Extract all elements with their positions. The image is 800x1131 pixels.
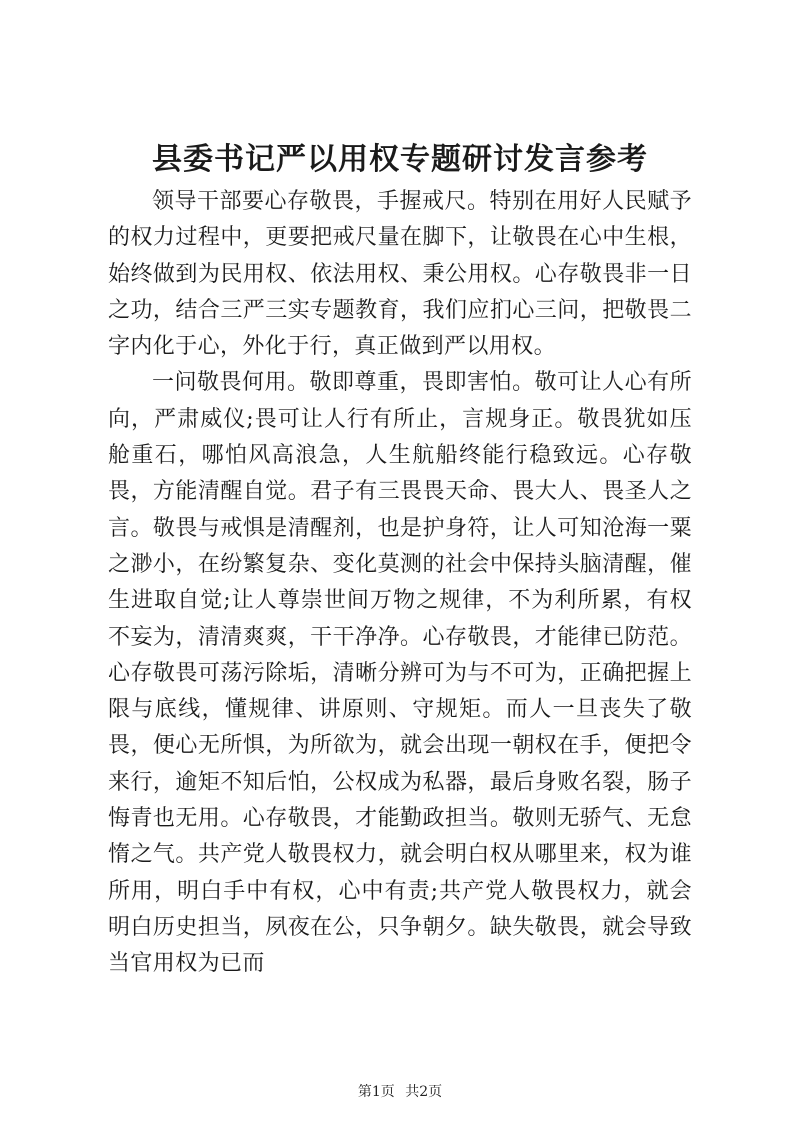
page-number: 第1页 [357, 1084, 395, 1100]
page-total: 共2页 [405, 1084, 443, 1100]
paragraph-first-question: 一问敬畏何用。敬即尊重，畏即害怕。敬可让人心有所向，严肃威仪;畏可让人行有所止，言规身正。敬畏犹如压舱重石，哪怕风高浪急，人生航船终能行稳致远。心存敬畏，方能清醒自觉。君子有三畏畏天命、畏大人、畏圣人之言。敬畏与戒惧是清醒剂，也是护身符，让人可知沧海一粟之渺小，在纷繁复杂、变化莫测的社会中保持头脑清醒，催生进取自觉;让人尊崇世间万物之规律，不为利所累，有权不妄为，清清爽爽，干干净净。心存敬畏，才能律已防范。心存敬畏可荡污除垢，清晰分辨可为与不可为，正确把握上限与底线，懂规律、讲原则、守规矩。而人一旦丧失了敬畏，便心无所惧，为所欲为，就会出现一朝权在手，便把令来行，逾矩不知后怕，公权成为私器，最后身败名裂，肠子悔青也无用。心存敬畏，才能勤政担当。敬则无骄气、无怠惰之气。共产党人敬畏权力，就会明白权从哪里来，权为谁所用，明白手中有权，心中有责;共产党人敬畏权力，就会明白历史担当，夙夜在公，只争朝夕。缺失敬畏，就会导致当官用权为已而 [108, 370, 692, 977]
paragraph-intro: 领导干部要心存敬畏，手握戒尺。特别在用好人民赋予的权力过程中，更要把戒尺量在脚下，让敬畏在心中生根，始终做到为民用权、依法用权、秉公用权。心存敬畏非一日之功，结合三严三实专题教育，我们应扪心三问，把敬畏二字内化于心，外化于行，真正做到严以用权。 [108, 189, 692, 360]
document-body [108, 184, 692, 983]
page-footer [0, 1082, 800, 1102]
document-title: 县委书记严以用权专题研讨发言参考 [152, 142, 648, 177]
